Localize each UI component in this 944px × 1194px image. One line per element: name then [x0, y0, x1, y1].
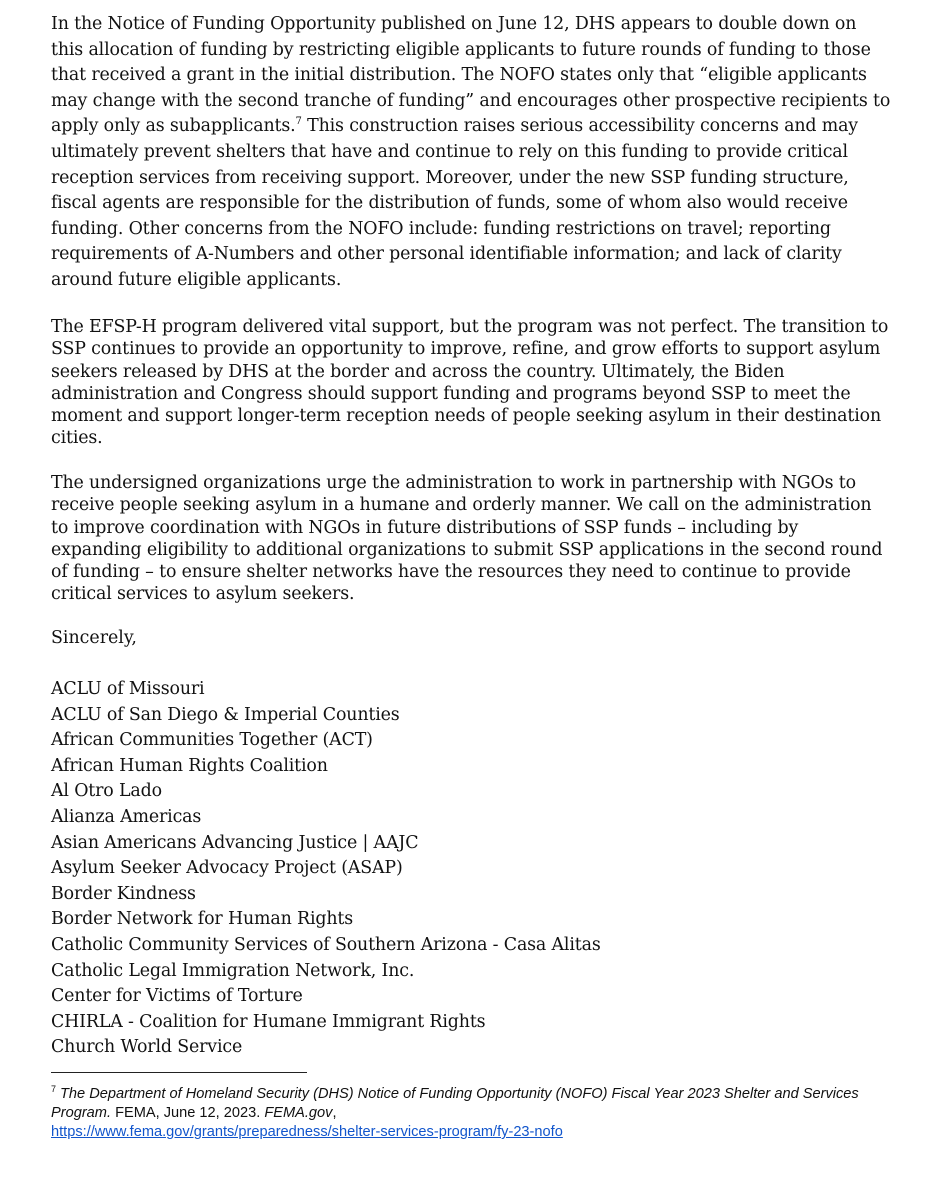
paragraph-nofo-concerns [51, 12, 891, 294]
closing: Sincerely, [51, 628, 137, 648]
signatory-item: Church World Service [51, 1037, 243, 1058]
signatory-item: Catholic Community Services of Southern Arizona - Casa Alitas [51, 934, 601, 955]
footnote-link[interactable]: https://www.fema.gov/grants/preparedness/shelter-services-program/fy-23-nofo [51, 1124, 563, 1140]
signatory-item: CHIRLA - Coalition for Humane Immigrant Rights [51, 1011, 486, 1032]
footnote-divider [51, 1072, 307, 1073]
footnote-title: The Department of Homeland Security (DHS) Notice of Funding Opportunity (NOFO) Fiscal Year 2023 Shelter and Services Program. [51, 1086, 859, 1121]
signatory-item: Border Kindness [51, 883, 196, 904]
footnote-number: 7 [51, 1084, 57, 1095]
signatory-item: Asylum Seeker Advocacy Project (ASAP) [51, 858, 403, 879]
signatory-item: Border Network for Human Rights [51, 909, 354, 930]
footnote-reference[interactable]: 7 [295, 116, 302, 128]
footnote-source: FEMA.gov [264, 1105, 333, 1121]
signatory-item: Al Otro Lado [51, 781, 162, 802]
footnote-text: FEMA, June 12, 2023. [111, 1105, 265, 1121]
paragraph-text: In the Notice of Funding Opportunity published on June 12, DHS appears to double down on this allocation of funding by restricting eligible applicants to future rounds of funding to those that received a grant in the initial distribution. The NOFO states only that “eligible applicants may change with the second tranche of funding” and encourages other prospective recipients to apply only as subapplicants. [51, 14, 891, 137]
paragraph-text: This construction raises serious accessibility concerns and may ultimately prevent shelters that have and continue to rely on this funding to provide critical reception services from receiving support. Moreover, under the new SSP funding structure, fiscal agents are responsible for the distribution of funds, some of whom also would receive funding. Other concerns from the NOFO include: funding restrictions on travel; reporting requirements of A-Numbers and other personal identifiable information; and lack of clarity around future eligible applicants. [51, 116, 858, 290]
signatory-item: African Human Rights Coalition [51, 755, 328, 776]
signatory-item: Center for Victims of Torture [51, 986, 303, 1007]
signatory-item: Alianza Americas [51, 806, 202, 827]
paragraph-efsp-h: The EFSP-H program delivered vital support, but the program was not perfect. The transition to SSP continues to provide an opportunity to improve, refine, and grow efforts to support asylum seekers released by DHS at the border and across the country. Ultimately, the Biden administration and Congress should support funding and programs beyond SSP to meet the moment and support longer-term reception needs of people seeking asylum in their destination cities. [51, 317, 889, 449]
paragraph-call-to-action: The undersigned organizations urge the administration to work in partnership with NGOs to receive people seeking asylum in a humane and orderly manner. We call on the administration to improve coordination with NGOs in future distributions of SSP funds – including by expanding eligibility to additional organizations to submit SSP applications in the second round of funding – to ensure shelter networks have the resources they need to continue to provide critical services to asylum seekers. [51, 473, 883, 605]
signatory-item: Catholic Legal Immigration Network, Inc. [51, 960, 415, 981]
footnote-punctuation: , [332, 1105, 337, 1121]
signatory-item: ACLU of San Diego & Imperial Counties [51, 704, 400, 725]
signatory-item: African Communities Together (ACT) [51, 730, 373, 751]
signatory-list [51, 677, 601, 1061]
signatory-item: ACLU of Missouri [51, 679, 205, 699]
footnote [51, 1085, 891, 1142]
signatory-item: Asian Americans Advancing Justice | AAJC [51, 832, 419, 853]
